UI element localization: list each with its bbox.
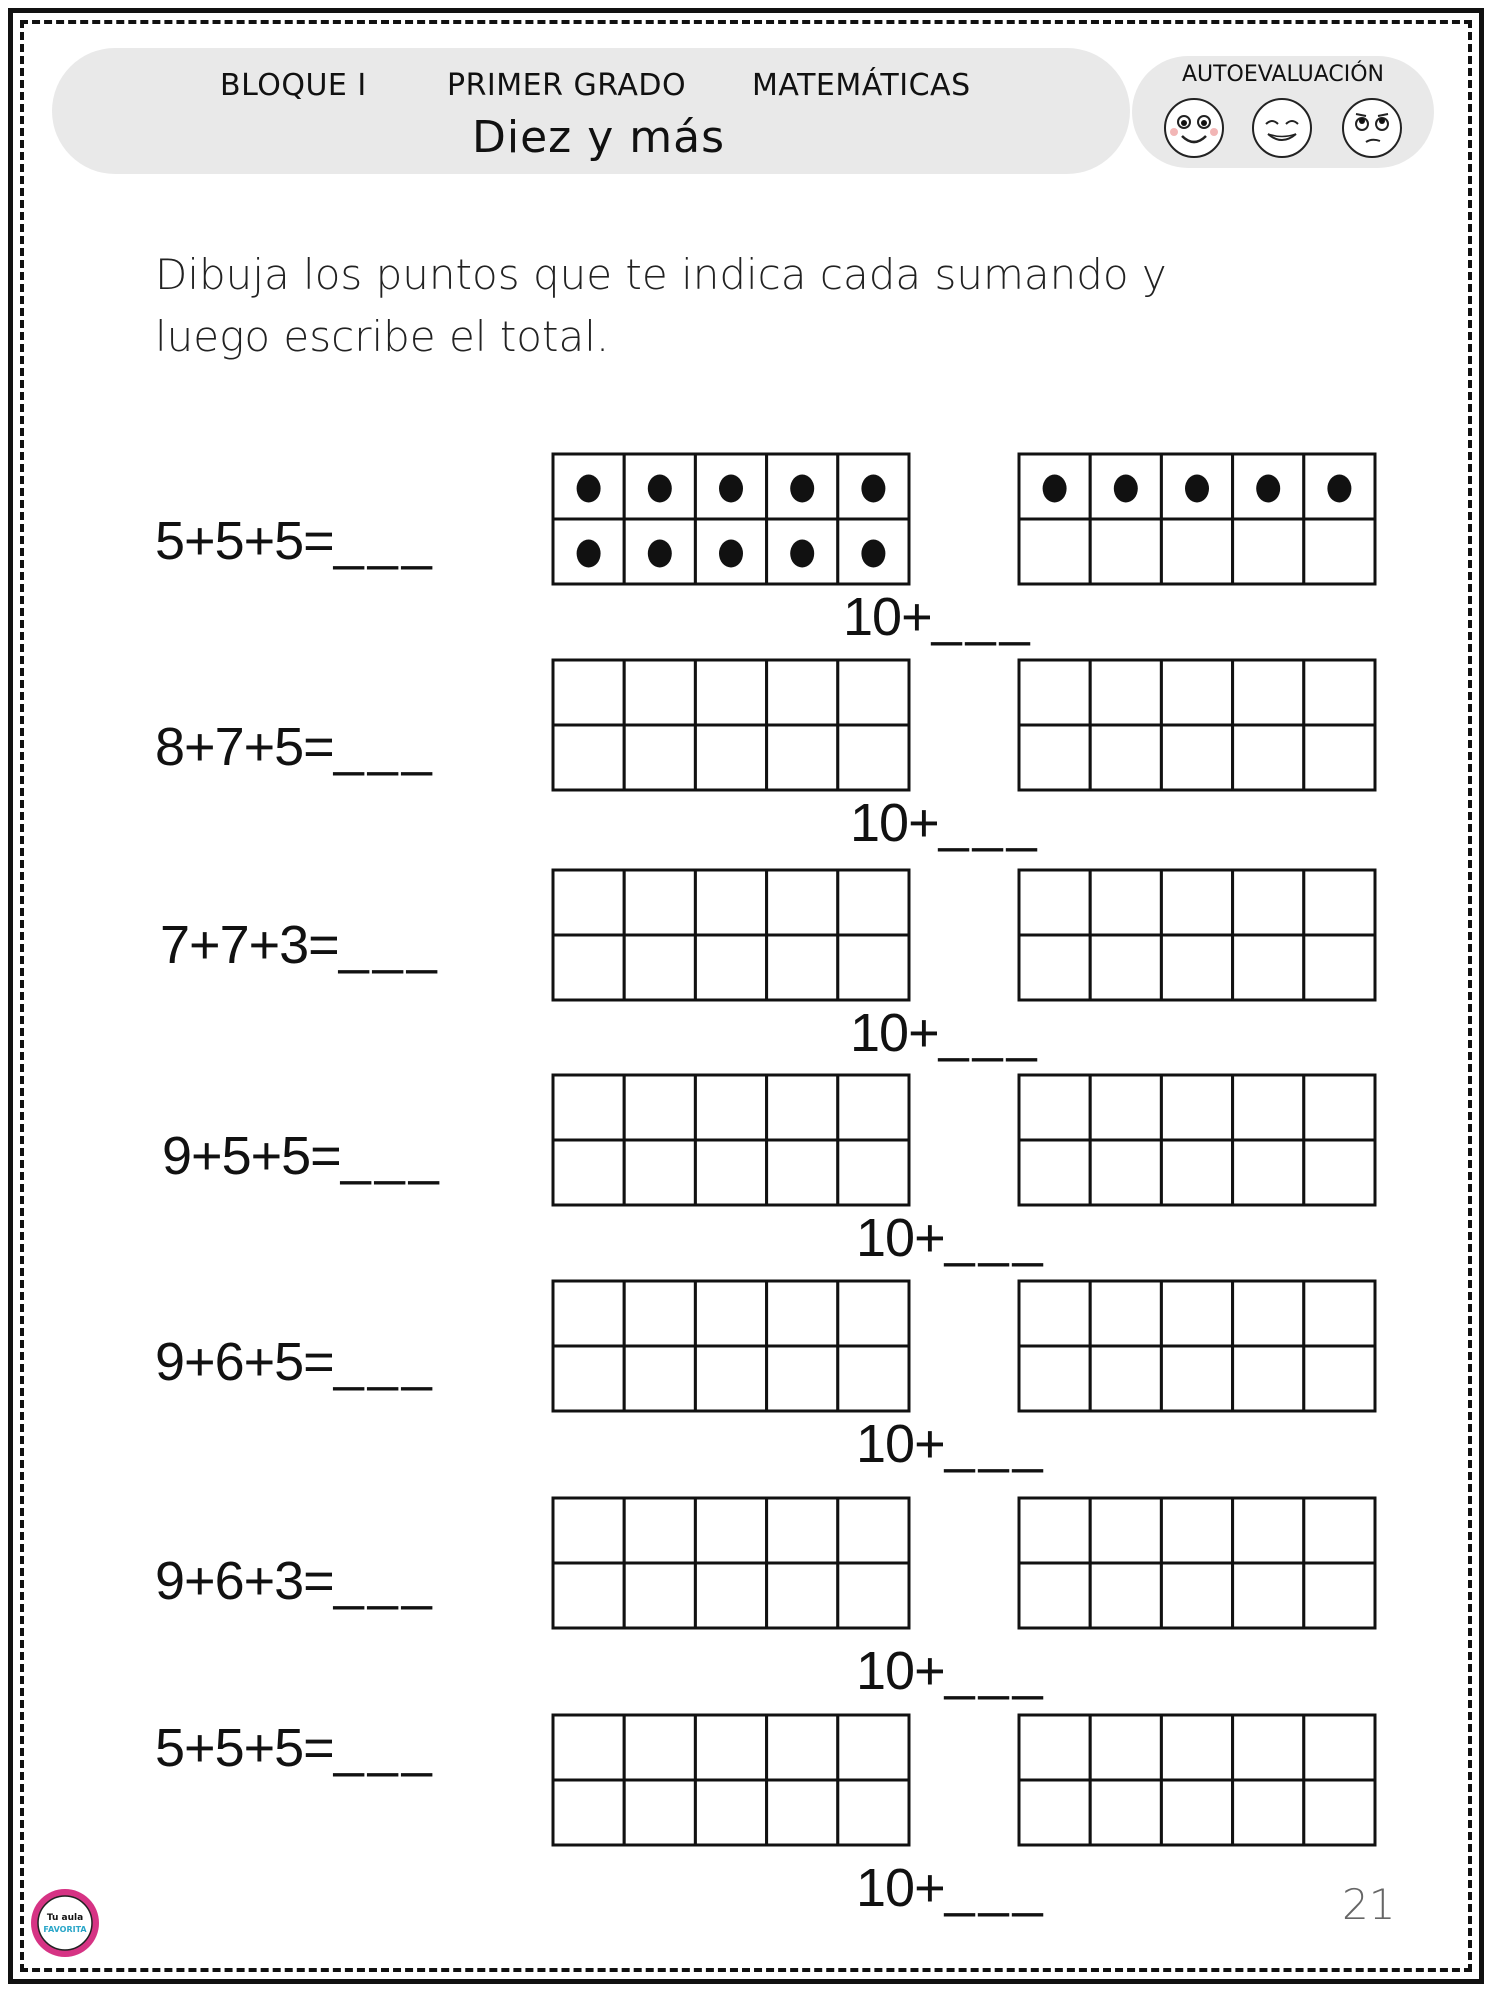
ten-frame-cell[interactable] [767,1346,838,1411]
ten-frame-cell[interactable] [624,725,695,790]
ten-frame-cell[interactable] [1019,660,1090,725]
ten-frame-cell[interactable] [695,1075,766,1140]
ten-frame-cell[interactable] [767,660,838,725]
counter-dot [719,540,743,568]
equation-7 [155,1717,436,1779]
equation-5 [155,1331,436,1393]
ten-plus-text: 10+ [856,1641,945,1701]
ten-frame-cell[interactable] [1090,1563,1161,1628]
ten-plus-1 [843,586,1034,648]
ten-frame-cell[interactable] [1304,660,1375,725]
smile-face-icon[interactable] [1250,96,1314,160]
equation-text: 7+7+3= [160,915,339,975]
answer-blank[interactable]: ___ [338,915,441,975]
ten-frame-cell[interactable] [553,870,624,935]
ten-frame-cell[interactable] [1161,1281,1232,1346]
ten-frame-right-3[interactable] [1017,868,1377,1002]
ten-frame-cell[interactable] [767,1140,838,1205]
counter-dot [790,475,814,503]
counter-dot [861,540,885,568]
ten-frame-cell[interactable] [1304,935,1375,1000]
ten-frame-cell[interactable] [624,1563,695,1628]
ten-frame-right-1[interactable] [1017,452,1377,586]
counter-dot [790,540,814,568]
ten-frame-cell[interactable] [624,660,695,725]
ten-frame-cell[interactable] [624,1140,695,1205]
ten-frame-cell[interactable] [553,1075,624,1140]
worksheet-title: Diez y más [472,112,726,163]
ten-frame-cell[interactable] [1233,1346,1304,1411]
counter-dot [648,475,672,503]
ten-frame-cell[interactable] [624,870,695,935]
counter-dot [1256,475,1280,503]
answer-blank[interactable]: ___ [333,717,436,777]
ten-frame-cell[interactable] [1304,519,1375,584]
equation-6 [155,1550,436,1612]
self-assessment-panel [1132,56,1434,168]
ten-frame-cell[interactable] [1019,1715,1090,1780]
ten-frame-cell[interactable] [1233,519,1304,584]
logo-icon [28,1886,102,1960]
equation-2 [155,716,436,778]
ten-frame-cell[interactable] [1019,1780,1090,1845]
ten-frame-left-6[interactable] [551,1496,911,1630]
ten-frame-cell[interactable] [767,935,838,1000]
ten-frame-cell[interactable] [838,1075,909,1140]
ten-frame-cell[interactable] [695,1498,766,1563]
ten-frame-cell[interactable] [1090,660,1161,725]
instructions [155,244,1305,368]
ten-frame-cell[interactable] [1161,1780,1232,1845]
ten-frame-cell[interactable] [1090,935,1161,1000]
ten-frame-cell[interactable] [1019,1563,1090,1628]
ten-frame-cell[interactable] [1233,725,1304,790]
answer-blank[interactable]: ___ [333,1551,436,1611]
ten-plus-blank[interactable]: ___ [931,587,1034,647]
ten-plus-blank[interactable]: ___ [938,793,1041,853]
happy-face-icon[interactable] [1162,96,1226,160]
ten-frame-cell[interactable] [767,1281,838,1346]
ten-frame-cell[interactable] [767,870,838,935]
ten-frame-cell[interactable] [1304,1498,1375,1563]
ten-frame-cell[interactable] [767,1075,838,1140]
ten-plus-6 [856,1640,1047,1702]
ten-frame-cell[interactable] [695,725,766,790]
ten-frame-cell[interactable] [1304,1346,1375,1411]
ten-frame-cell[interactable] [1304,1075,1375,1140]
ten-frame-cell[interactable] [695,1563,766,1628]
ten-frame-cell[interactable] [1233,1498,1304,1563]
ten-frame-cell[interactable] [1233,870,1304,935]
ten-frame-cell[interactable] [1233,1075,1304,1140]
ten-frame-cell[interactable] [695,870,766,935]
ten-frame-cell[interactable] [553,725,624,790]
ten-frame-cell[interactable] [1233,1140,1304,1205]
ten-frame-cell[interactable] [553,935,624,1000]
ten-frame-cell[interactable] [553,1563,624,1628]
ten-plus-3 [850,1002,1041,1064]
ten-frame-cell[interactable] [695,1780,766,1845]
worried-face-icon[interactable] [1340,96,1404,160]
answer-blank[interactable]: ___ [333,1332,436,1392]
ten-plus-text: 10+ [843,587,932,647]
ten-frame-cell[interactable] [1090,1140,1161,1205]
ten-frame-cell[interactable] [1161,1563,1232,1628]
ten-frame-cell[interactable] [1304,1563,1375,1628]
ten-frame-cell[interactable] [1019,1075,1090,1140]
ten-frame-cell[interactable] [553,1715,624,1780]
logo-text-2: FAVORITA [43,1925,87,1934]
ten-frame-cell[interactable] [1304,725,1375,790]
ten-frame-cell[interactable] [553,1346,624,1411]
ten-frame-right-7[interactable] [1017,1713,1377,1847]
ten-frame-cell[interactable] [1161,870,1232,935]
ten-frame-cell[interactable] [1161,660,1232,725]
ten-frame-cell[interactable] [695,660,766,725]
ten-frame-cell[interactable] [1090,1498,1161,1563]
header-bloque: BLOQUE I [220,68,367,103]
ten-frame-cell[interactable] [1090,1346,1161,1411]
ten-frame-cell[interactable] [1161,935,1232,1000]
ten-frame-cell[interactable] [1161,1346,1232,1411]
equation-3 [160,914,441,976]
equation-text: 9+5+5= [162,1126,341,1186]
header-banner [52,48,1130,174]
ten-frame-cell[interactable] [1019,725,1090,790]
ten-frame-cell[interactable] [553,1140,624,1205]
ten-frame-left-4[interactable] [551,1073,911,1207]
ten-plus-text: 10+ [856,1208,945,1268]
ten-frame-cell[interactable] [838,1780,909,1845]
ten-frame-cell[interactable] [1161,1498,1232,1563]
ten-frame-cell[interactable] [1304,1715,1375,1780]
ten-frame-cell[interactable] [1304,870,1375,935]
ten-frame-left-1[interactable] [551,452,911,586]
ten-frame-cell[interactable] [695,935,766,1000]
ten-frame-cell[interactable] [838,1346,909,1411]
counter-dot [577,540,601,568]
ten-plus-blank[interactable]: ___ [938,1003,1041,1063]
ten-frame-cell[interactable] [624,1498,695,1563]
ten-frame-cell[interactable] [695,1140,766,1205]
ten-frame-cell[interactable] [767,1780,838,1845]
ten-frame-cell[interactable] [838,1563,909,1628]
ten-plus-blank[interactable]: ___ [944,1414,1047,1474]
ten-frame-cell[interactable] [1233,660,1304,725]
header-grado: PRIMER GRADO [447,68,687,103]
ten-frame-right-5[interactable] [1017,1279,1377,1413]
ten-frame-cell[interactable] [1304,1780,1375,1845]
ten-frame-cell[interactable] [838,1498,909,1563]
ten-frame-cell[interactable] [553,1281,624,1346]
ten-plus-text: 10+ [856,1414,945,1474]
instructions-line-2: luego escribe el total. [155,312,610,361]
counter-dot [648,540,672,568]
ten-frame-cell[interactable] [1019,1281,1090,1346]
ten-plus-4 [856,1207,1047,1269]
ten-frame-cell[interactable] [1019,870,1090,935]
counter-dot [719,475,743,503]
ten-frame-cell[interactable] [1161,1715,1232,1780]
ten-frame-cell[interactable] [624,1281,695,1346]
ten-frame-cell[interactable] [1019,1346,1090,1411]
ten-frame-left-7[interactable] [551,1713,911,1847]
counter-dot [1185,475,1209,503]
ten-frame-cell[interactable] [838,1140,909,1205]
ten-frame-cell[interactable] [1304,1281,1375,1346]
ten-frame-cell[interactable] [838,1715,909,1780]
equation-text: 8+7+5= [155,717,334,777]
answer-blank[interactable]: ___ [333,1718,436,1778]
ten-frame-cell[interactable] [838,660,909,725]
ten-frame-left-2[interactable] [551,658,911,792]
ten-frame-cell[interactable] [624,935,695,1000]
ten-frame-cell[interactable] [1019,1498,1090,1563]
ten-frame-right-2[interactable] [1017,658,1377,792]
counter-dot [861,475,885,503]
ten-frame-cell[interactable] [767,1715,838,1780]
ten-frame-cell[interactable] [1019,519,1090,584]
equation-4 [162,1125,443,1187]
equation-text: 5+5+5= [155,1718,334,1778]
ten-frame-cell[interactable] [553,1780,624,1845]
counter-dot [1114,475,1138,503]
ten-frame-left-5[interactable] [551,1279,911,1413]
ten-frame-cell[interactable] [1090,1075,1161,1140]
ten-plus-5 [856,1413,1047,1475]
ten-frame-cell[interactable] [695,1281,766,1346]
logo-text-1: Tu aula [46,1913,84,1923]
answer-blank[interactable]: ___ [333,511,436,571]
ten-plus-text: 10+ [856,1858,945,1918]
ten-plus-7 [856,1857,1047,1919]
ten-frame-cell[interactable] [1233,1563,1304,1628]
ten-frame-cell[interactable] [1090,1780,1161,1845]
ten-frame-cell[interactable] [1019,935,1090,1000]
equation-text: 5+5+5= [155,511,334,571]
ten-frame-cell[interactable] [553,1498,624,1563]
ten-plus-blank[interactable]: ___ [944,1208,1047,1268]
ten-plus-blank[interactable]: ___ [944,1858,1047,1918]
ten-frame-cell[interactable] [1304,1140,1375,1205]
ten-frame-right-4[interactable] [1017,1073,1377,1207]
equation-text: 9+6+5= [155,1332,334,1392]
ten-frame-cell[interactable] [1090,1281,1161,1346]
ten-frame-cell[interactable] [1233,1780,1304,1845]
instructions-line-1: Dibuja los puntos que te indica cada sumando y [155,250,1167,299]
ten-plus-text: 10+ [850,793,939,853]
counter-dot [577,475,601,503]
ten-frame-cell[interactable] [838,870,909,935]
ten-frame-cell[interactable] [1233,1715,1304,1780]
page-number: 21 [1342,1880,1396,1929]
ten-frame-cell[interactable] [624,1075,695,1140]
ten-frame-cell[interactable] [838,725,909,790]
ten-frame-cell[interactable] [838,1281,909,1346]
counter-dot [1327,475,1351,503]
counter-dot [1043,475,1067,503]
ten-frame-cell[interactable] [767,1498,838,1563]
ten-frame-right-6[interactable] [1017,1496,1377,1630]
ten-frame-cell[interactable] [1233,1281,1304,1346]
ten-frame-cell[interactable] [1161,519,1232,584]
self-assessment-label: AUTOEVALUACIÓN [1181,62,1385,87]
equation-text: 9+6+3= [155,1551,334,1611]
ten-plus-blank[interactable]: ___ [944,1641,1047,1701]
ten-frame-cell[interactable] [767,725,838,790]
ten-plus-text: 10+ [850,1003,939,1063]
ten-frame-cell[interactable] [1233,935,1304,1000]
ten-frame-cell[interactable] [1161,1075,1232,1140]
ten-frame-cell[interactable] [624,1715,695,1780]
equation-1 [155,510,436,572]
answer-blank[interactable]: ___ [340,1126,443,1186]
ten-frame-cell[interactable] [1090,725,1161,790]
ten-plus-2 [850,792,1041,854]
ten-frame-cell[interactable] [624,1346,695,1411]
ten-frame-cell[interactable] [1090,1715,1161,1780]
ten-frame-cell[interactable] [838,935,909,1000]
ten-frame-cell[interactable] [624,1780,695,1845]
ten-frame-cell[interactable] [1090,519,1161,584]
ten-frame-cell[interactable] [1161,725,1232,790]
ten-frame-cell[interactable] [767,1563,838,1628]
ten-frame-cell[interactable] [1161,1140,1232,1205]
ten-frame-cell[interactable] [1090,870,1161,935]
ten-frame-cell[interactable] [695,1346,766,1411]
ten-frame-cell[interactable] [1019,1140,1090,1205]
ten-frame-cell[interactable] [553,660,624,725]
ten-frame-left-3[interactable] [551,868,911,1002]
ten-frame-cell[interactable] [695,1715,766,1780]
header-materia: MATEMÁTICAS [752,68,971,103]
